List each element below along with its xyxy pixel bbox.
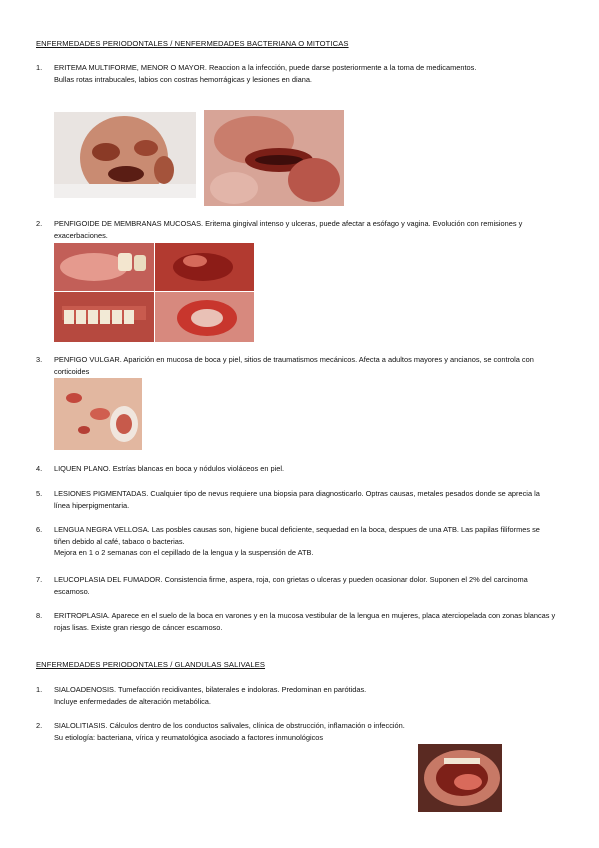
item-number: 3. (36, 355, 43, 364)
item-number: 2. (36, 219, 43, 228)
item-text: Cualquier tipo de nevus requiere una biopsia para diagnosticarlo. Optras causas, metales pesados donde se aprecia la línea hiperpigmentaria. (54, 489, 540, 510)
list-item (36, 610, 556, 633)
clinical-photo-face-lesions (54, 112, 196, 198)
item-text-line2: Mejora en 1 o 2 semanas con el cepillado de la lengua y la suspensión de ATB. (54, 548, 314, 557)
item-title: PENFIGOIDE DE MEMBRANAS MUCOSAS. (54, 219, 204, 228)
list-item (36, 463, 556, 475)
item-title: ERITROPLASIA. (54, 611, 110, 620)
item-title: ERITEMA MULTIFORME, MENOR O MAYOR. (54, 63, 207, 72)
item-number: 7. (36, 575, 43, 584)
section-heading-salivary: ENFERMEDADES PERIODONTALES / GLANDULAS SALIVALES (36, 660, 266, 669)
list-item (36, 218, 556, 241)
item-number: 8. (36, 611, 43, 620)
item-text: Eritema gingival intenso y ulceras, puede afectar a esófago y vagina. Evolución con remisiones y exacerbaciones. (54, 219, 523, 240)
clinical-photo-teeth (54, 292, 154, 342)
list-item (36, 488, 556, 511)
item-text: Estrías blancas en boca y nódulos violáceos en piel. (110, 464, 285, 473)
item-text-line2: Su etiología: bacteriana, vírica y reumatológica asociado a factores inmunológicos (54, 732, 324, 742)
item-title: PENFIGO VULGAR. (54, 355, 122, 364)
item-text: Cálculos dentro de los conductos salivales, clínica de obstrucción, inflamación o infección. (107, 721, 405, 730)
item-text: Las posbles causas son, higiene bucal deficiente, sequedad en la boca, despues de una ATB. Las papilas filiformes se tiñen debido al café, tabaco o bacterias. (54, 525, 540, 546)
clinical-photo-skin-blisters (54, 378, 142, 450)
item-text: Reaccion a la infección, puede darse posteriormente a la toma de medicamentos. (206, 63, 477, 72)
item-number: 1. (36, 685, 43, 694)
list-item (36, 354, 556, 377)
item-number: 6. (36, 525, 43, 534)
list-item (36, 684, 556, 707)
clinical-photo-gingiva (54, 243, 154, 291)
clinical-photo-mouth (418, 744, 502, 812)
item-title: LESIONES PIGMENTADAS. (54, 489, 149, 498)
item-text: Tumefacción recidivantes, bilaterales e indoloras. Predominan en parótidas. (116, 685, 367, 694)
list-item (36, 62, 556, 85)
item-number: 5. (36, 489, 43, 498)
clinical-photo-mucosa (155, 292, 254, 342)
item-number: 1. (36, 63, 43, 72)
item-text: Consistencia firme, aspera, roja, con grietas o ulceras y pueden ocasionar dolor. Suponen el 2% del carcinoma escamoso. (54, 575, 528, 596)
item-title: SIALOADENOSIS. (54, 685, 117, 694)
item-title: LENGUA NEGRA VELLOSA. (54, 525, 150, 534)
item-number: 4. (36, 464, 43, 473)
clinical-photo-lip-crusts (204, 110, 344, 206)
item-title: LIQUEN PLANO. (54, 464, 111, 473)
clinical-photo-ulcer (155, 243, 254, 291)
list-item (36, 574, 556, 597)
item-title: LEUCOPLASIA DEL FUMADOR. (54, 575, 163, 584)
item-number: 2. (36, 721, 43, 730)
item-text: Aparece en el suelo de la boca en varones y en la mucosa vestibular de la lengua en mujeres, placa aterciopelada con zonas blancas y rojas lisas. Existe gran riesgo de cáncer escamoso. (54, 611, 556, 632)
list-item (36, 524, 556, 559)
item-title: SIALOLITIASIS. (54, 721, 108, 730)
list-item (36, 720, 556, 743)
item-text-line2: Incluye enfermedades de alteración metabólica. (54, 696, 211, 706)
item-text-line2: Bullas rotas intrabucales, labios con costras hemorrágicas y lesiones en diana. (54, 74, 312, 84)
section-heading-bacterial: ENFERMEDADES PERIODONTALES / NENFERMEDADES BACTERIANA O MITOTICAS (36, 39, 349, 48)
item-text: Aparición en mucosa de boca y piel, sitios de traumatismos mecánicos. Afecta a adultos mayores y ancianos, se controla con corticoides (54, 355, 534, 376)
